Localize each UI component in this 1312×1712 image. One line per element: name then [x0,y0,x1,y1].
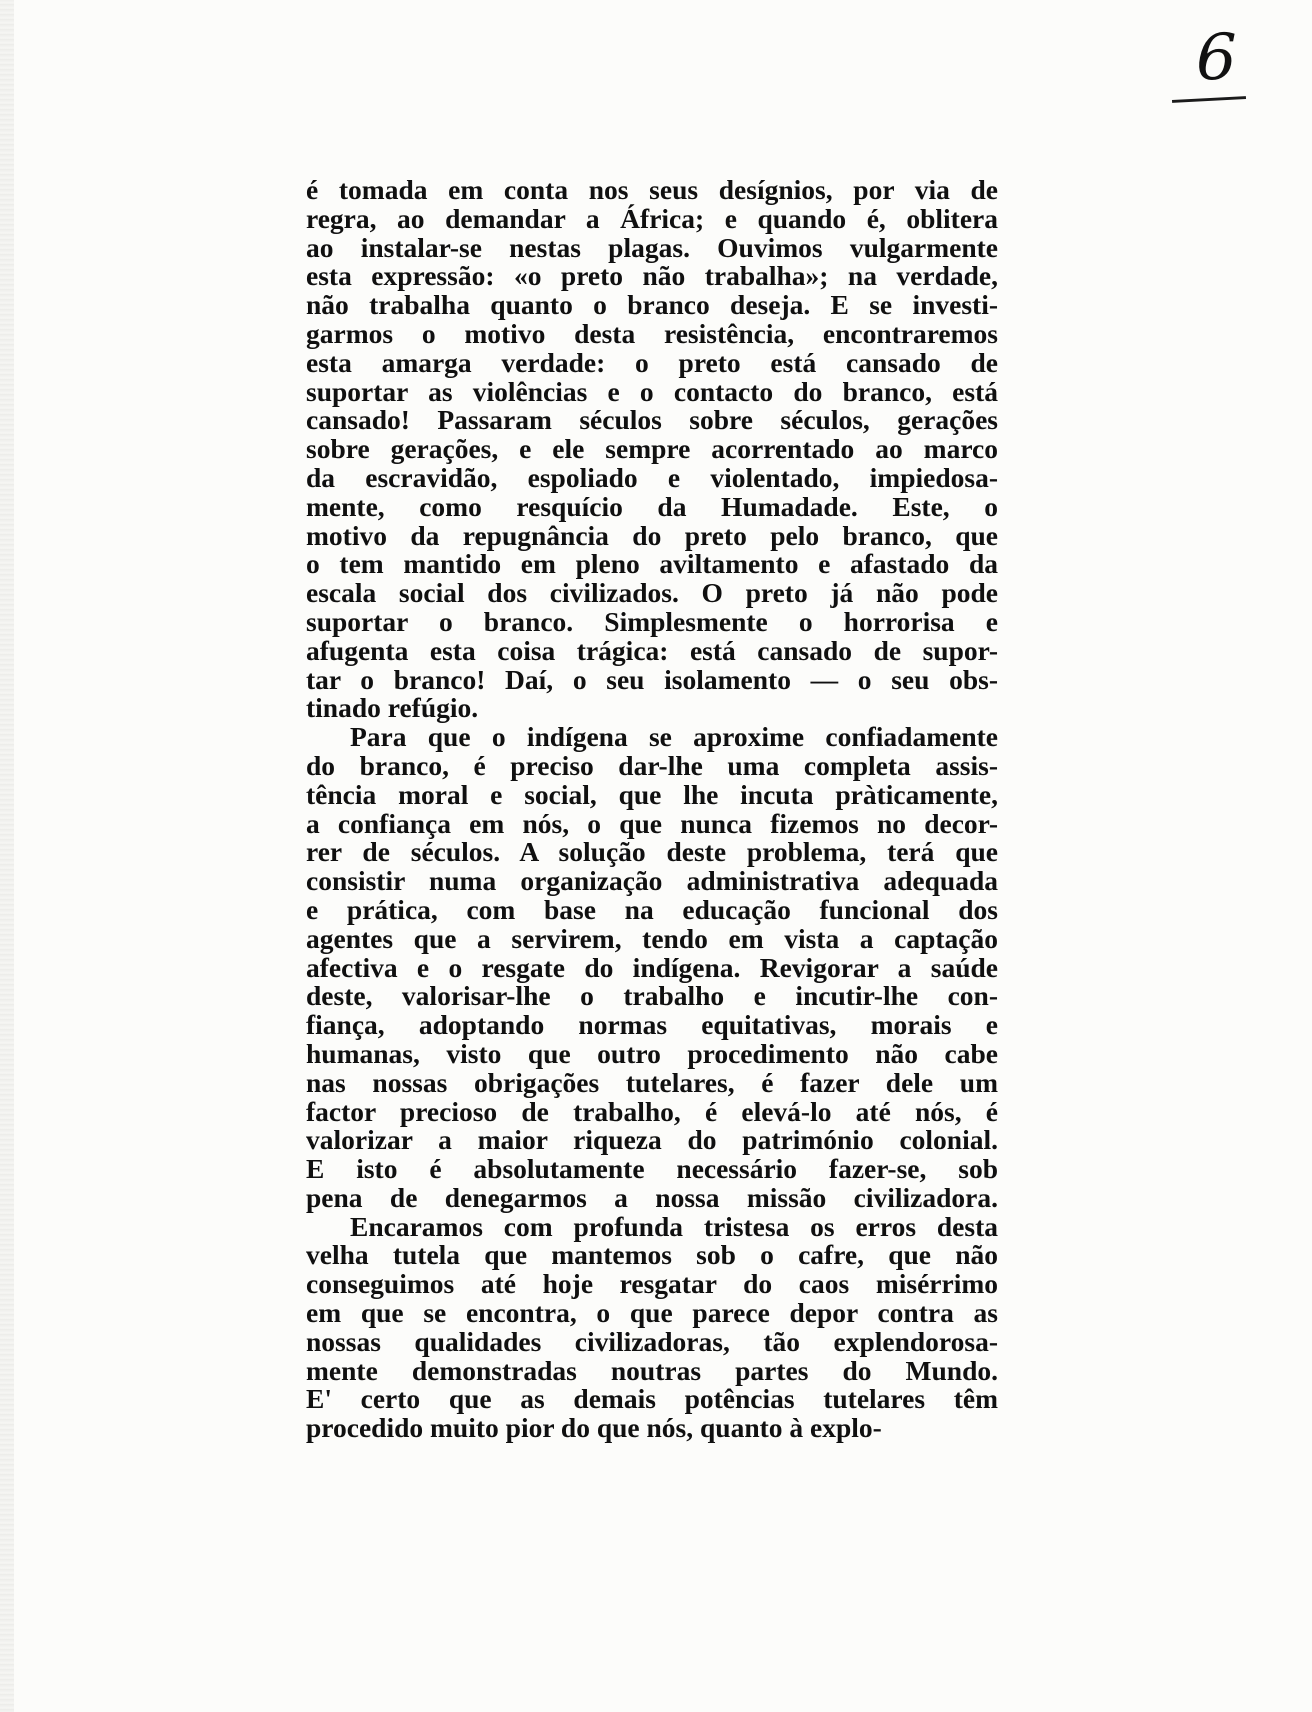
text-line: conseguimos até hoje resgatar do caos misérrimo [306,1268,998,1300]
text-line: em que se encontra, o que parece depor contra as [306,1297,998,1329]
text-line: ao instalar-se nestas plagas. Ouvimos vulgarmente [306,231,998,263]
text-line: humanas, visto que outro procedimento não cabe [306,1037,998,1069]
text-line: pena de denegarmos a nossa missão civilizadora. [306,1181,998,1213]
text-line: da escravidão, espoliado e violentado, impiedosa- [306,461,998,493]
text-line: tinado refúgio. [306,692,479,724]
text-line: E' certo que as demais potências tutelares têm [306,1383,998,1415]
text-line: procedido muito pior do que nós, quanto à explo- [306,1412,882,1444]
text-line: o tem mantido em pleno aviltamento e afastado da [306,548,998,580]
text-line: factor precioso de trabalho, é elevá-lo até nós, é [306,1095,998,1127]
text-line: Para que o indígena se aproxime confiadamente [350,721,998,753]
text-line: regra, ao demandar a África; e quando é, oblitera [306,202,998,234]
scan-edge-shadow [0,0,14,1712]
text-line: suportar o branco. Simplesmente o horrorisa e [306,605,998,637]
paragraph-1 [306,176,998,723]
text-line: consistir numa organização administrativa adequada [306,865,998,897]
text-line: esta expressão: «o preto não trabalha»; na verdade, [306,260,998,292]
text-line: suportar as violências e o contacto do branco, está [306,375,998,407]
text-line: esta amarga verdade: o preto está cansado de [306,346,998,378]
page-number-underline [1172,96,1246,103]
text-line: tência moral e social, que lhe incuta pràticamente, [306,778,998,810]
text-line: mente, como resquício da Humadade. Este, o [306,490,998,522]
text-line: tar o branco! Daí, o seu isolamento — o seu obs- [306,663,998,695]
text-line: fiança, adoptando normas equitativas, morais e [306,1009,998,1041]
text-line: cansado! Passaram séculos sobre séculos, gerações [306,404,998,436]
text-line: valorizar a maior riqueza do património colonial. [306,1124,998,1156]
text-line: agentes que a servirem, tendo em vista a captação [306,922,998,954]
text-line: a confiança em nós, o que nunca fizemos no decor- [306,807,998,839]
body-text [306,176,998,1443]
paragraph-2 [306,723,998,1213]
text-line: nas nossas obrigações tutelares, é fazer dele um [306,1066,998,1098]
text-line: rer de séculos. A solução deste problema, terá que [306,836,998,868]
text-line: é tomada em conta nos seus desígnios, por via de [306,174,998,205]
handwritten-page-number: 6 [1196,21,1237,95]
text-line: mente demonstradas noutras partes do Mundo. [306,1354,998,1386]
text-line: afugenta esta coisa trágica: está cansado de supor- [306,634,998,666]
text-line: sobre gerações, e ele sempre acorrentado ao marco [306,433,998,465]
text-line: do branco, é preciso dar-lhe uma completa assis- [306,749,998,781]
text-line: não trabalha quanto o branco deseja. E se investi- [306,289,998,321]
text-line: Encaramos com profunda tristesa os erros desta [350,1210,998,1242]
text-line: velha tutela que mantemos sob o cafre, que não [306,1239,998,1271]
text-line: garmos o motivo desta resistência, encontraremos [306,317,998,349]
text-line: nossas qualidades civilizadoras, tão explendorosa- [306,1325,998,1357]
text-line: E isto é absolutamente necessário fazer-se, sob [306,1153,998,1185]
text-line: motivo da repugnância do preto pelo branco, que [306,519,998,551]
text-line: afectiva e o resgate do indígena. Revigorar a saúde [306,951,998,983]
text-line: deste, valorisar-lhe o trabalho e incutir-lhe con- [306,980,998,1012]
paragraph-3 [306,1210,998,1444]
text-line: escala social dos civilizados. O preto já não pode [306,577,998,609]
text-line: e prática, com base na educação funcional dos [306,893,998,925]
